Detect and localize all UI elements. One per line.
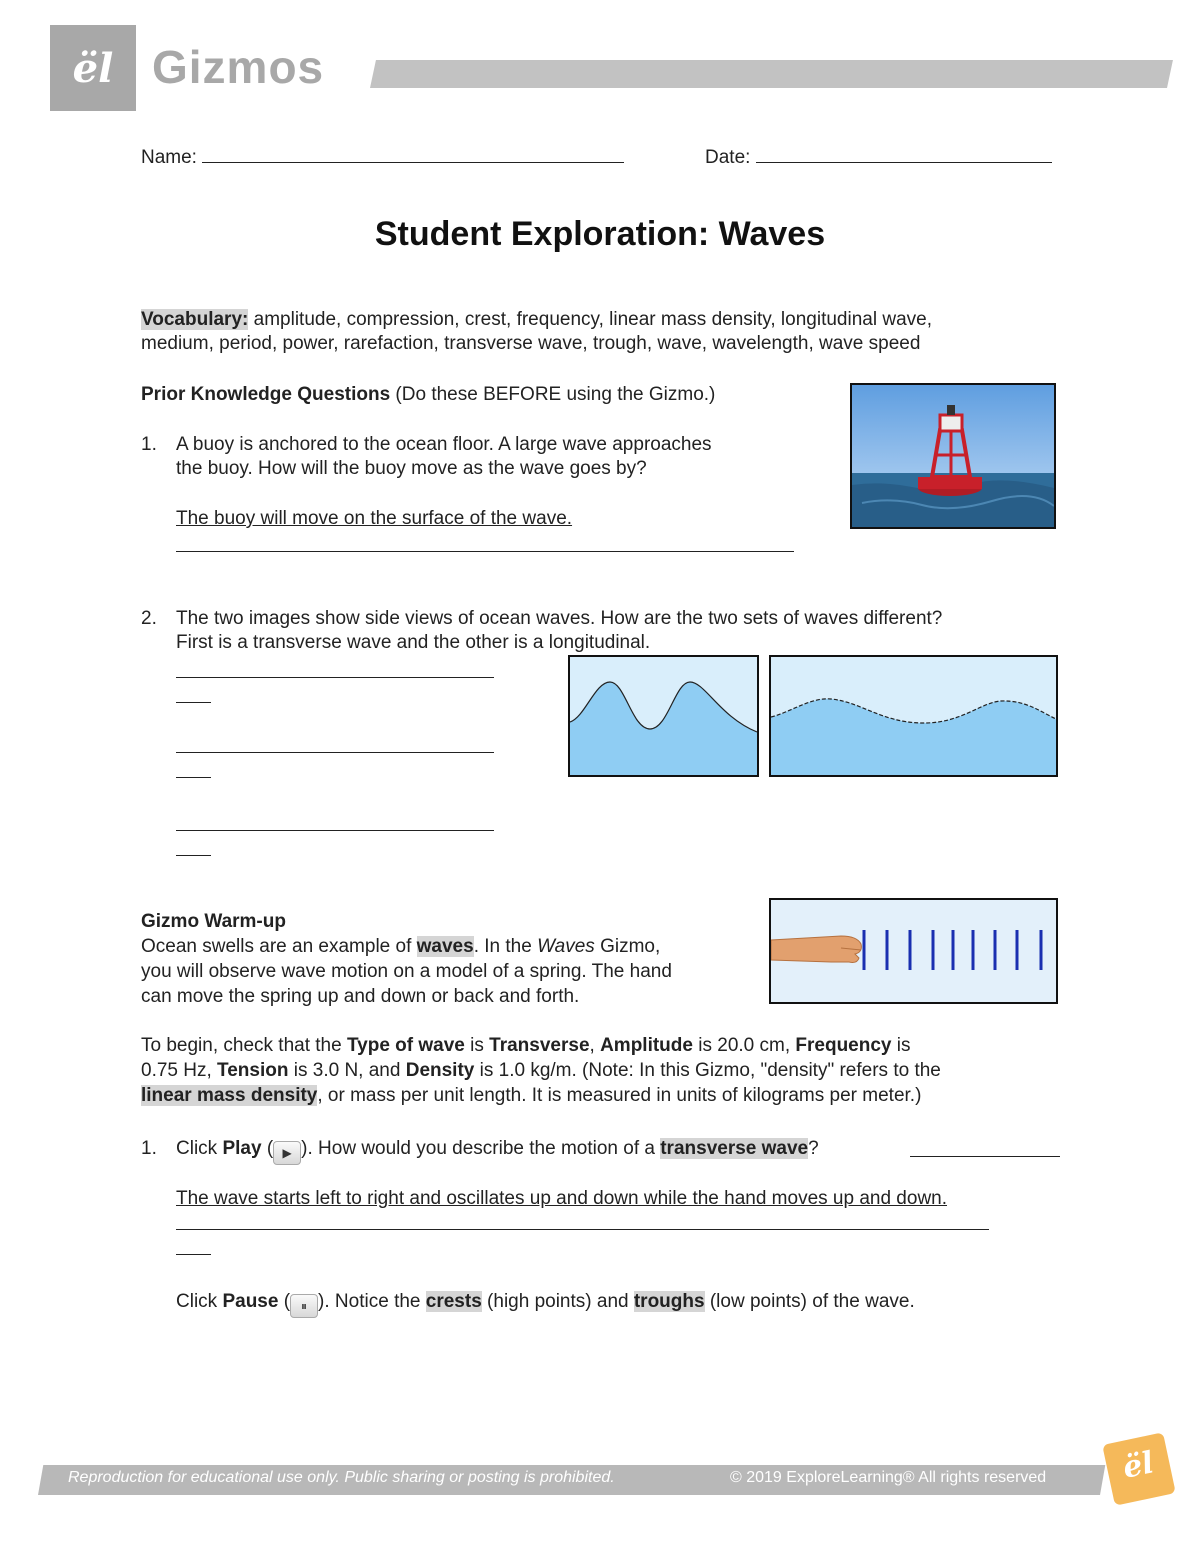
warmup-p1-line1 bbox=[141, 934, 660, 959]
answer-line bbox=[176, 1254, 211, 1255]
text: Click bbox=[176, 1291, 223, 1312]
warmup-p1-line2: you will observe wave motion on a model of a spring. The hand bbox=[141, 961, 672, 982]
page-title: Student Exploration: Waves bbox=[374, 215, 826, 253]
gizmos-brand: Gizmos bbox=[152, 41, 325, 93]
text: (low points) of the wave. bbox=[704, 1291, 915, 1312]
text: ( bbox=[278, 1291, 291, 1312]
text: ? bbox=[808, 1138, 819, 1159]
warmup-heading: Gizmo Warm-up bbox=[141, 911, 286, 932]
answer-line bbox=[176, 1229, 989, 1230]
wave-image-gentle bbox=[769, 655, 1058, 777]
answer-line bbox=[176, 752, 494, 753]
q1-line1: A buoy is anchored to the ocean floor. A large wave approaches bbox=[176, 434, 712, 455]
vocabulary-line2: medium, period, power, rarefaction, transverse wave, trough, wave, wavelength, wave speed bbox=[141, 333, 921, 354]
term-density: Density bbox=[405, 1060, 475, 1081]
term-amplitude: Amplitude bbox=[600, 1035, 693, 1056]
vocabulary-terms-1: amplitude, compression, crest, frequency, linear mass density, longitudinal wave, bbox=[248, 309, 932, 330]
pause-label: Pause bbox=[222, 1291, 279, 1312]
text: ). How would you describe the motion of a bbox=[301, 1138, 661, 1159]
prior-knowledge-heading bbox=[141, 382, 715, 407]
q2-number: 2. bbox=[141, 608, 157, 629]
text: is 3.0 N, and bbox=[288, 1060, 406, 1081]
vocabulary-label: Vocabulary: bbox=[141, 309, 249, 330]
date-line bbox=[756, 142, 1052, 163]
term-type-of-wave: Type of wave bbox=[346, 1035, 465, 1056]
text: Gizmo, bbox=[594, 936, 661, 957]
text: is 1.0 kg/m. (Note: In this Gizmo, "density" refers to the bbox=[474, 1060, 941, 1081]
answer-line bbox=[176, 777, 211, 778]
footer-logo: ël bbox=[1102, 1432, 1176, 1506]
text: , or mass per unit length. It is measured in units of kilograms per meter.) bbox=[317, 1085, 922, 1106]
wave-image-tall bbox=[568, 655, 759, 777]
warmup-p2-line2 bbox=[141, 1058, 941, 1083]
text: ( bbox=[261, 1138, 274, 1159]
footer-notice: Reproduction for educational use only. Public sharing or posting is prohibited. bbox=[68, 1469, 615, 1486]
warmup-q1-line bbox=[176, 1136, 819, 1165]
text: Ocean swells are an example of bbox=[141, 936, 417, 957]
q1-number: 1. bbox=[141, 434, 157, 455]
answer-line bbox=[176, 677, 494, 678]
answer-line bbox=[910, 1156, 1060, 1157]
vocabulary-line1 bbox=[141, 307, 932, 332]
q2-line1: The two images show side views of ocean waves. How are the two sets of waves different? bbox=[176, 608, 943, 629]
term-linear-mass-density: linear mass density bbox=[141, 1085, 318, 1106]
term-frequency: Frequency bbox=[795, 1035, 892, 1056]
term-waves: waves bbox=[416, 936, 474, 957]
explorelearning-logo: ël bbox=[50, 25, 136, 111]
name-field bbox=[141, 142, 624, 170]
header-bar bbox=[370, 60, 1173, 88]
text: (high points) and bbox=[481, 1291, 634, 1312]
date-field bbox=[705, 142, 1052, 170]
q1-line2: the buoy. How will the buoy move as the wave goes by? bbox=[176, 458, 647, 479]
warmup-p1-line3: can move the spring up and down or back and forth. bbox=[141, 986, 580, 1007]
gizmo-name: Waves bbox=[537, 936, 595, 957]
text: ). Notice the bbox=[318, 1291, 426, 1312]
term-transverse: Transverse bbox=[489, 1035, 590, 1056]
term-tension: Tension bbox=[217, 1060, 289, 1081]
text: is bbox=[891, 1035, 911, 1056]
name-line bbox=[202, 142, 624, 163]
answer-line bbox=[176, 702, 211, 703]
answer-line bbox=[176, 855, 211, 856]
pause-instruction bbox=[176, 1289, 915, 1318]
q1-answer: The buoy will move on the surface of the wave. bbox=[176, 508, 573, 529]
prior-heading-bold: Prior Knowledge Questions bbox=[141, 384, 391, 405]
term-crests: crests bbox=[425, 1291, 482, 1312]
buoy-photo bbox=[850, 383, 1056, 529]
pause-icon: ⏸ bbox=[290, 1294, 318, 1318]
text: Click bbox=[176, 1138, 223, 1159]
footer-copyright: © 2019 ExploreLearning® All rights reserved bbox=[730, 1469, 1047, 1486]
term-transverse-wave: transverse wave bbox=[660, 1138, 809, 1159]
play-icon: ▶ bbox=[273, 1141, 301, 1165]
text: . In the bbox=[473, 936, 538, 957]
warmup-q1-answer: The wave starts left to right and oscillates up and down while the hand moves up and down. bbox=[176, 1188, 948, 1209]
answer-line bbox=[176, 551, 794, 552]
spring-hand-image bbox=[769, 898, 1058, 1004]
play-label: Play bbox=[222, 1138, 262, 1159]
date-label: Date: bbox=[705, 147, 751, 168]
prior-heading-note: (Do these BEFORE using the Gizmo.) bbox=[390, 384, 716, 405]
q2-line2: First is a transverse wave and the other is a longitudinal. bbox=[176, 632, 651, 653]
answer-line bbox=[176, 830, 494, 831]
text: , bbox=[589, 1035, 601, 1056]
name-label: Name: bbox=[141, 147, 197, 168]
warmup-p2-line1 bbox=[141, 1033, 910, 1058]
warmup-p2-line3 bbox=[141, 1083, 921, 1108]
text: is bbox=[464, 1035, 490, 1056]
warmup-q1-number: 1. bbox=[141, 1138, 157, 1159]
term-troughs: troughs bbox=[633, 1291, 705, 1312]
text: 0.75 Hz, bbox=[141, 1060, 218, 1081]
text: is 20.0 cm, bbox=[692, 1035, 796, 1056]
text: To begin, check that the bbox=[141, 1035, 347, 1056]
